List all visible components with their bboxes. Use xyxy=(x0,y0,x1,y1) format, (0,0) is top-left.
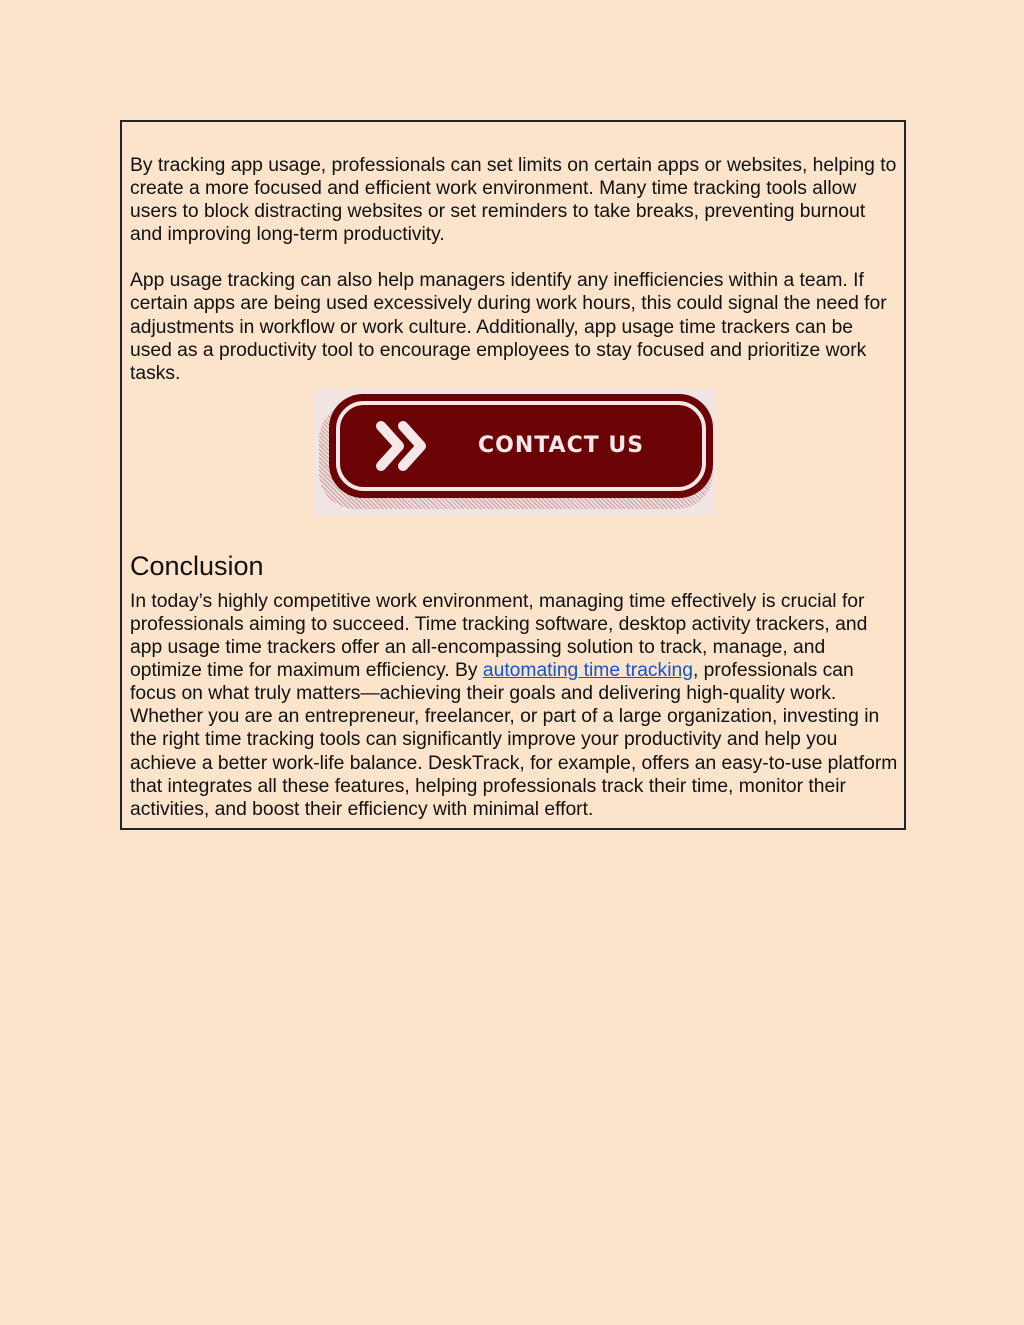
conclusion-text-before-link: In today’s highly competitive work environment, managing time effectively is crucial for professionals aiming to succeed. Time tracking software, desktop activity trackers, and app usage time trackers offer an all-encompassing solution to track, manage, and optimize time for maximum efficiency. By xyxy=(130,590,868,682)
conclusion-heading: Conclusion xyxy=(130,550,264,581)
paragraph-app-usage-limits: By tracking app usage, professionals can set limits on certain apps or websites, helping to create a more focused and efficient work environment. Many time tracking tools allow users to block distracting websites or set reminders to take breaks, preventing burnout and improving long-term productivity. xyxy=(130,155,897,246)
contact-us-banner[interactable] xyxy=(313,389,715,515)
paragraph-manager-insights: App usage tracking can also help managers identify any inefficiencies within a team. If certain apps are being used excessively during work hours, this could signal the need for adjustments in workflow or work culture. Additionally, app usage time trackers can be used as a productivity tool to encourage employees to stay focused and prioritize work tasks. xyxy=(130,270,887,384)
paragraph-conclusion xyxy=(130,590,900,821)
automating-time-tracking-link[interactable]: automating time tracking xyxy=(482,660,693,682)
document-body xyxy=(130,154,900,821)
contact-us-button-ring xyxy=(336,401,706,491)
contact-us-button[interactable] xyxy=(329,394,713,498)
contact-us-label: CONTACT US xyxy=(478,433,645,459)
conclusion-text-after-link: , professionals can focus on what truly matters—achieving their goals and delivering high-quality work. Whether you are an entrepreneur, freelancer, or part of a large organization, investing in the right time tracking tools can significantly improve your productivity and help you achieve a better work-life balance. DeskTrack, for example, offers an easy-to-use platform that integrates all these features, helping professionals track their time, monitor their activities, and boost their efficiency with minimal effort. xyxy=(130,660,898,820)
content-frame xyxy=(120,120,906,830)
double-chevron-right-icon xyxy=(373,416,433,476)
